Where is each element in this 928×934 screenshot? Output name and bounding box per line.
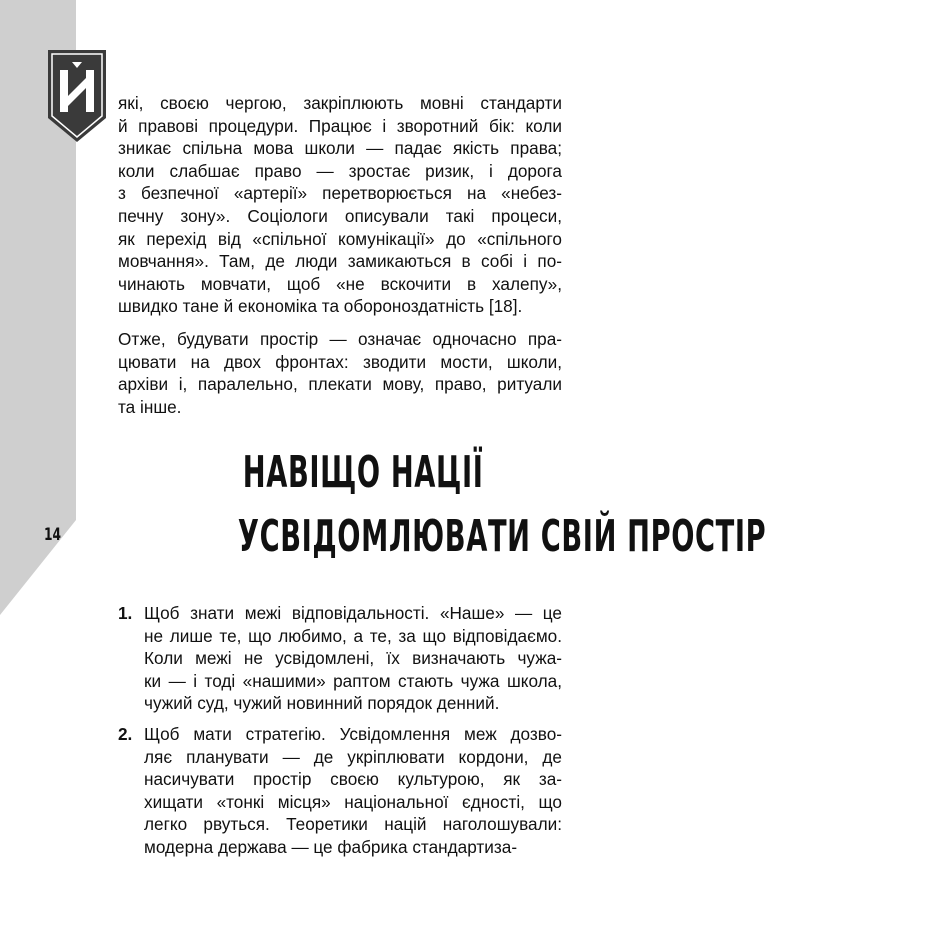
text-line: легко рвуться. Теоретики націй наголошували:	[144, 814, 562, 835]
text-line: чинають мовчати, щоб «не вскочити в халепу»,	[118, 273, 562, 294]
page-number: 14	[44, 525, 62, 545]
text-line: та інше.	[118, 396, 182, 417]
text-line: зникає спільна мова школи — падає якість права;	[118, 138, 562, 159]
heading-line-1: НАВІЩО НАЦІЇ	[242, 447, 484, 498]
text-line: коли слабшає право — зростає ризик, і дорога	[118, 160, 562, 181]
text-line: насичувати простір своєю культурою, як за-	[144, 769, 562, 790]
section-heading	[76, 447, 767, 562]
text-line: швидко тане й економіка та обороноздатність [18].	[118, 296, 523, 317]
text-line: й правові процедури. Працює і зворотний бік: коли	[118, 115, 562, 136]
list-item	[118, 602, 562, 715]
text-line: чужий суд, чужий новинний порядок денний.	[144, 693, 500, 714]
text-line: ляє планувати — де укріплювати кордони, де	[144, 746, 562, 767]
body-text	[118, 92, 562, 428]
text-line: Щоб знати межі відповідальності. «Наше» — це	[144, 603, 562, 623]
text-line: які, своєю чергою, закріплюють мовні стандарти	[118, 93, 562, 113]
text-line: мовчання». Там, де люди замикаються в собі і по-	[118, 251, 562, 272]
text-line: з безпечної «артерії» перетворюється на «небез-	[118, 183, 562, 204]
list-item	[118, 723, 562, 859]
text-line: як перехід від «спільної комунікації» до «спільного	[118, 228, 562, 249]
text-line: Коли межі не усвідомлені, їх визначають чужа-	[144, 648, 562, 669]
text-line: модерна держава — це фабрика стандартиза-	[144, 836, 518, 857]
shield-logo-icon	[46, 48, 108, 144]
text-line: ки — і тоді «нашими» раптом стають чужа школа,	[144, 670, 562, 691]
text-line: цювати на двох фронтах: зводити мости, школи,	[118, 351, 562, 372]
text-line: архіви і, паралельно, плекати мову, право, ритуали	[118, 374, 562, 395]
text-line: хищати «тонкі місця» національної єдності, що	[144, 791, 562, 812]
paragraph-1	[118, 92, 562, 318]
text-line: печну зону». Соціологи описували такі процеси,	[118, 205, 562, 226]
text-line: Отже, будувати простір — означає одночасно пра-	[118, 328, 562, 349]
text-line: Щоб мати стратегію. Усвідомлення меж дозво-	[144, 723, 562, 744]
heading-line-2: УСВІДОМЛЮВАТИ СВІЙ ПРОСТІР	[237, 511, 767, 562]
list-number: 2.	[118, 723, 133, 744]
paragraph-2	[118, 328, 562, 418]
numbered-list	[118, 602, 562, 867]
list-number: 1.	[118, 603, 133, 623]
text-line: не лише те, що любимо, а те, за що відповідаємо.	[144, 625, 562, 646]
